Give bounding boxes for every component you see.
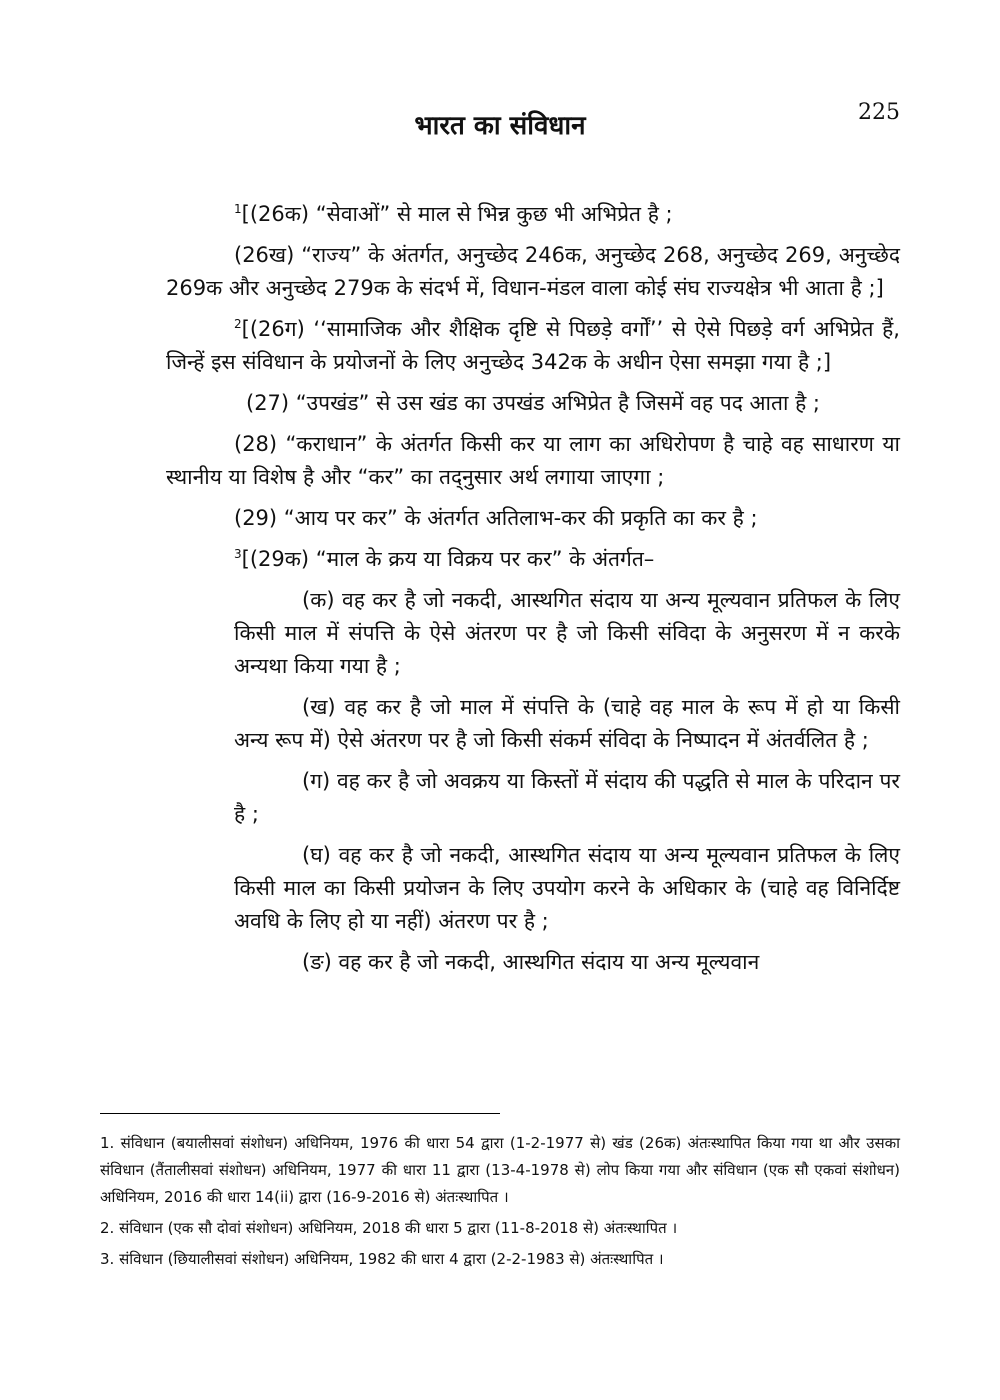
footnote-marker: 2	[234, 317, 242, 331]
page-number: 225	[858, 100, 900, 125]
clause-28	[166, 428, 900, 494]
footnote-divider	[100, 1113, 500, 1114]
footnote-1: 1. संविधान (बयालीसवां संशोधन) अधिनियम, 1976 की धारा 54 द्वारा (1-2-1977 से) खंड (26क) अंतःस्थापित किया गया था और उसका संविधान (तैंतालीसवां संशोधन) अधिनियम, 1977 की धारा 11 द्वारा (13-4-1978 से) लोप किया गया और संविधान (एक सौ एकवां संशोधन) अधिनियम, 2016 की धारा 14(ii) द्वारा (16-9-2016 से) अंतःस्थापित ।	[100, 1134, 900, 1206]
clause-29ka	[166, 543, 900, 576]
main-text	[166, 198, 900, 987]
clause-text: (27) “उपखंड” से उस खंड का उपखंड अभिप्रेत है जिसमें वह पद आता है ;	[246, 391, 820, 415]
footnotes	[100, 1130, 900, 1277]
clause-text: [(26क) “सेवाओं” से माल से भिन्न कुछ भी अभिप्रेत है ;	[241, 202, 673, 226]
clause-text: (28) “कराधान” के अंतर्गत किसी कर या लाग का अधिरोपण है चाहे वह साधारण या स्थानीय या विशेष है और “कर” का तद्नुसार अर्थ लगाया जाएगा ;	[166, 432, 900, 489]
subclause-nga: (ङ) वह कर है जो नकदी, आस्थगित संदाय या अन्य मूल्यवान	[302, 950, 760, 974]
clause-29	[166, 502, 900, 535]
footnote-2: 2. संविधान (एक सौ दोवां संशोधन) अधिनियम, 2018 की धारा 5 द्वारा (11-8-2018 से) अंतःस्थापित ।	[100, 1219, 678, 1237]
clause-26kha	[166, 239, 900, 305]
clause-text: [(26ग) ‘‘सामाजिक और शैक्षिक दृष्टि से पिछड़े वर्गों’’ से ऐसे पिछड़े वर्ग अभिप्रेत हैं, जिन्हें इस संविधान के प्रयोजनों के लिए अनुच्छेद 342क के अधीन ऐसा समझा गया है ;]	[166, 317, 900, 374]
page-header	[0, 100, 1000, 150]
clause-text: (29) “आय पर कर” के अंतर्गत अतिलाभ-कर की प्रकृति का कर है ;	[234, 506, 758, 530]
clause-27	[166, 387, 900, 420]
page-title: भारत का संविधान	[414, 111, 586, 141]
subclause-ga: (ग) वह कर है जो अवक्रय या किस्तों में संदाय की पद्धति से माल के परिदान पर है ;	[234, 769, 900, 826]
clause-26ka	[166, 198, 900, 231]
subclause-ka: (क) वह कर है जो नकदी, आस्थगित संदाय या अन्य मूल्यवान प्रतिफल के लिए किसी माल में संपत्ति के ऐसे अंतरण पर है जो किसी संविदा के अनुसरण में न करके अन्यथा किया गया है ;	[234, 588, 900, 678]
clause-text: [(29क) “माल के क्रय या विक्रय पर कर” के अंतर्गत–	[241, 547, 655, 571]
clause-text: (26ख) “राज्य” के अंतर्गत, अनुच्छेद 246क, अनुच्छेद 268, अनुच्छेद 269, अनुच्छेद 269क और अनुच्छेद 279क के संदर्भ में, विधान-मंडल वाला कोई संघ राज्यक्षेत्र भी आता है ;]	[166, 243, 900, 300]
footnote-3: 3. संविधान (छियालीसवां संशोधन) अधिनियम, 1982 की धारा 4 द्वारा (2-2-1983 से) अंतःस्थापित ।	[100, 1250, 664, 1268]
clause-26ga	[166, 313, 900, 379]
footnote-marker: 1	[234, 202, 242, 216]
subclause-gha: (घ) वह कर है जो नकदी, आस्थगित संदाय या अन्य मूल्यवान प्रतिफल के लिए किसी माल का किसी प्रयोजन के लिए उपयोग करने के अधिकार के (चाहे वह विनिर्दिष्ट अवधि के लिए हो या नहीं) अंतरण पर है ;	[234, 843, 900, 933]
subclause-kha: (ख) वह कर है जो माल में संपत्ति के (चाहे वह माल के रूप में हो या किसी अन्य रूप में) ऐसे अंतरण पर है जो किसी संकर्म संविदा के निष्पादन में अंतर्वलित है ;	[234, 695, 900, 752]
footnote-marker: 3	[234, 547, 242, 561]
